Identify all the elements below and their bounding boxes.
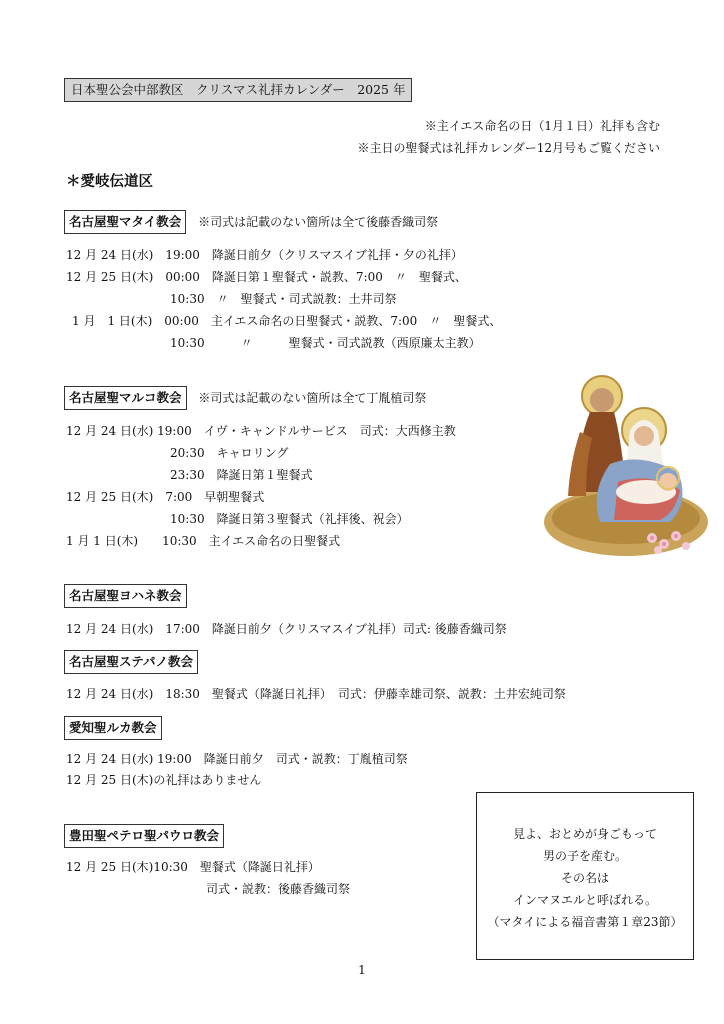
quote-line: インマヌエルと呼ばれる。 [512, 893, 657, 907]
church-name: 名古屋聖ヨハネ教会 [64, 584, 187, 608]
schedule-line: 12 月 25 日(木) 7:00 早朝聖餐式 [66, 490, 265, 504]
church-header-mark [64, 386, 426, 408]
schedule-line: 1 月 1 日(木) 10:30 主イエス命名の日聖餐式 [66, 534, 341, 548]
header-note-2: ※主日の聖餐式は礼拝カレンダー12月号もご覧ください [357, 141, 660, 155]
header-note-1: ※主イエス命名の日（1月１日）礼拝も含む [424, 119, 660, 133]
church-header-john [64, 584, 187, 606]
quote-line: その名は [560, 871, 609, 885]
schedule-line: 12 月 24 日(水) 18:30 聖餐式（降誕日礼拝） 司式：伊藤幸雄司祭、説教：土井宏純司祭 [66, 687, 566, 701]
schedule-line: 12 月 25 日(木)の礼拝はありません [66, 773, 262, 787]
page-number: 1 [358, 963, 366, 977]
schedule-line: 12 月 24 日(水) 19:00 イヴ・キャンドルサービス 司式：大西修主教 [66, 424, 456, 438]
church-header-peter-paul [64, 824, 224, 846]
church-note: ※司式は記載のない箇所は全て後藤香織司祭 [198, 215, 439, 229]
church-name: 名古屋聖マタイ教会 [64, 210, 186, 234]
quote-line: 見よ、おとめが身ごもって [512, 827, 657, 841]
schedule-line: 1 月 1 日(木) 00:00 主イエス命名の日聖餐式・説教、7:00 〃 聖餐式、 [72, 314, 502, 328]
church-name: 名古屋聖マルコ教会 [64, 386, 187, 410]
schedule-line: 10:30 降誕日第３聖餐式（礼拝後、祝会） [170, 512, 409, 526]
schedule-line: 10:30 〃 聖餐式・司式説教（西原廉太主教） [170, 336, 481, 350]
schedule-line: 12 月 24 日(水) 19:00 降誕日前夕（クリスマスイブ礼拝・夕の礼拝） [66, 248, 463, 262]
nativity-illustration [540, 372, 708, 560]
schedule-line: 12 月 24 日(水) 17:00 降誕日前夕（クリスマスイブ礼拝）司式: 後藤香織司祭 [66, 622, 507, 636]
schedule-line: 12 月 25 日(木)10:30 聖餐式（降誕日礼拝） [66, 860, 320, 874]
schedule-line: 司式・説教：後藤香織司祭 [206, 882, 351, 896]
church-name: 愛知聖ルカ教会 [64, 716, 162, 740]
calendar-title: 日本聖公会中部教区 クリスマス礼拝カレンダー 2025 年 [64, 78, 412, 102]
church-header-luke [64, 716, 162, 738]
schedule-line: 23:30 降誕日第１聖餐式 [170, 468, 313, 482]
quote-line: （マタイによる福音書第１章23節） [487, 915, 683, 929]
schedule-line: 12 月 24 日(水) 19:00 降誕日前夕 司式・説教：丁胤植司祭 [66, 752, 408, 766]
schedule-line: 12 月 25 日(木) 00:00 降誕日第１聖餐式・説教、7:00 〃 聖餐式、 [66, 270, 467, 284]
schedule-line: 20:30 キャロリング [170, 446, 289, 460]
church-note: ※司式は記載のない箇所は全て丁胤植司祭 [198, 391, 427, 405]
quote-line: 男の子を産む。 [542, 849, 627, 863]
church-name: 名古屋聖ステパノ教会 [64, 650, 198, 674]
schedule-line: 10:30 〃 聖餐式・司式説教：土井司祭 [170, 292, 397, 306]
scripture-quote-box [476, 792, 694, 960]
church-header-matthew [64, 210, 438, 232]
church-name: 豊田聖ペテロ聖パウロ教会 [64, 824, 224, 848]
district-heading: ＊愛岐伝道区 [66, 174, 153, 190]
church-header-stephen [64, 650, 198, 672]
